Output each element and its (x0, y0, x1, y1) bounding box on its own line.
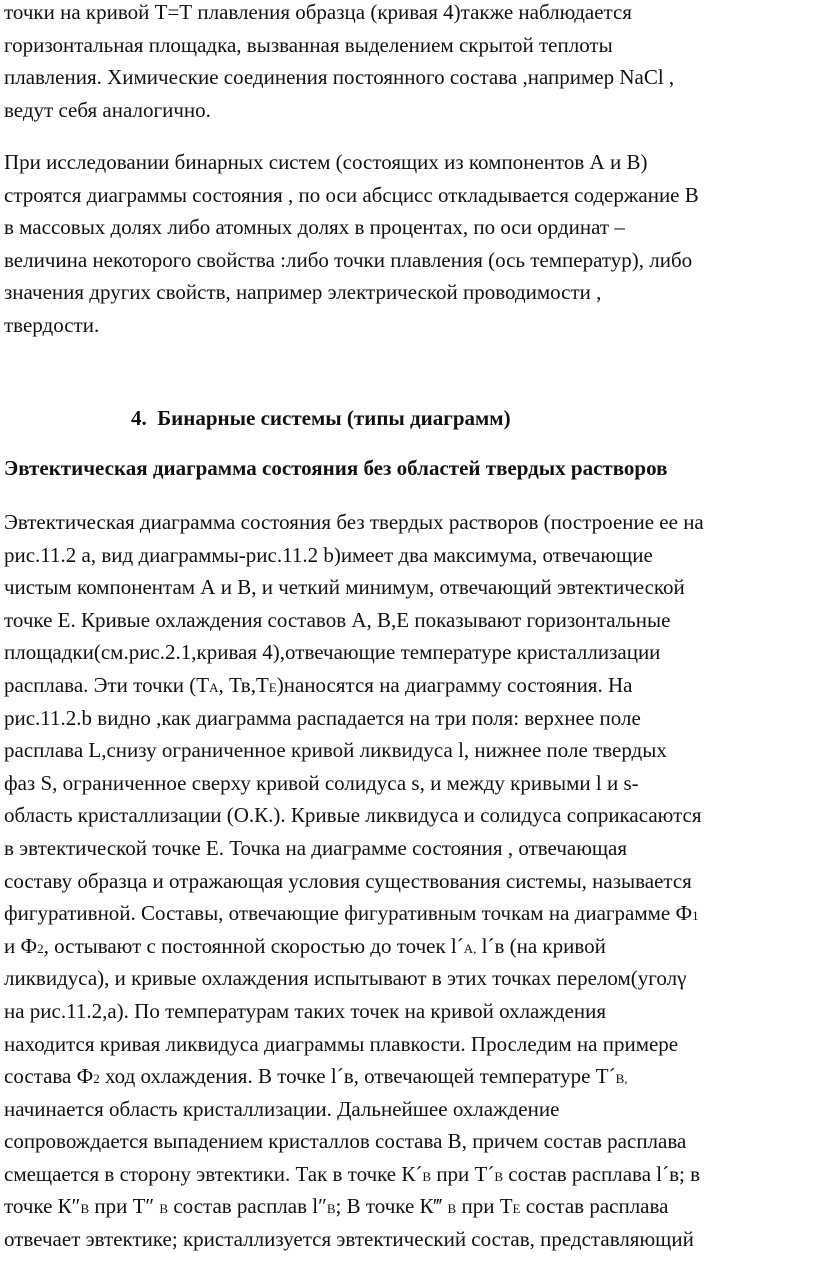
text-line: отвечает эвтектике; кристаллизуется эвтектический состав, представляющий (4, 1227, 694, 1252)
subsection-heading: Эвтектическая диаграмма состояния без областей твердых растворов (4, 456, 668, 480)
text-line: в эвтектической точке Е. Точка на диаграмме состояния , отвечающая (4, 835, 628, 860)
text-line: начинается область кристаллизации. Дальнейшее охлаждение (4, 1096, 560, 1121)
paragraph-eutectic (4, 506, 816, 1256)
text-line: рис.11.2.b видно ,как диаграмма распадается на три поля: верхнее поле (4, 705, 641, 730)
paragraph-intro (4, 0, 816, 126)
text-line: точке Е. Кривые охлаждения составов А, В,Е показывают горизонтальные (4, 607, 671, 632)
section-heading (131, 406, 511, 431)
text-line: находится кривая ликвидуса диаграммы плавкости. Проследим на примере (4, 1031, 679, 1056)
text-line: При исследовании бинарных систем (состоящих из компонентов А и В) (4, 150, 648, 174)
text-line: величина некоторого свойства :либо точки плавления (ось температур), либо (4, 247, 693, 272)
paragraph-binary-systems (4, 146, 816, 342)
text-line: и Ф2, остывают с постоянной скоростью до точек l´А, l´в (на кривой (4, 933, 606, 958)
section-title: Бинарные системы (типы диаграмм) (157, 406, 511, 430)
text-line: чистым компонентам А и В, и четкий минимум, отвечающий эвтектической (4, 575, 685, 600)
text-line: плавления. Химические соединения постоянного состава ,например NaCl , (4, 65, 675, 90)
text-line: расплава. Эти точки (ТА, Тв,ТЕ)наносятся на диаграмму состояния. На (4, 672, 633, 697)
text-line: состава Ф2 ход охлаждения. В точке l´в, отвечающей температуре Т´В, (4, 1064, 628, 1089)
text-line: сопровождается выпадением кристаллов состава В, причем состав расплава (4, 1129, 687, 1154)
text-line: твердости. (4, 312, 100, 337)
text-line: строятся диаграммы состояния , по оси абсцисс откладывается содержание В (4, 182, 699, 207)
text-line: рис.11.2 а, вид диаграммы-рис.11.2 b)имеет два максимума, отвечающие (4, 542, 653, 567)
text-line: горизонтальная площадка, вызванная выделением скрытой теплоты (4, 32, 613, 57)
section-number: 4. (131, 406, 147, 430)
text-line: значения других свойств, например электрической проводимости , (4, 280, 602, 305)
text-line: фигуративной. Составы, отвечающие фигуративным точкам на диаграмме Ф1 (4, 901, 699, 926)
text-line: область кристаллизации (О.К.). Кривые ликвидуса и солидуса соприкасаются (4, 803, 702, 828)
text-line: смещается в сторону эвтектики. Так в точке К´В при Т´В состав расплава l´в; в (4, 1161, 701, 1186)
text-line: на рис.11.2,а). По температурам таких точек на кривой охлаждения (4, 998, 607, 1023)
text-line: составу образца и отражающая условия существования системы, называется (4, 868, 692, 893)
text-line: в массовых долях либо атомных долях в процентах, по оси ординат – (4, 215, 625, 240)
text-line: фаз S, ограниченное сверху кривой солидуса s, и между кривыми l и s- (4, 770, 639, 795)
text-line: расплава L,снизу ограниченное кривой ликвидуса l, нижнее поле твердых (4, 738, 667, 763)
text-line: Эвтектическая диаграмма состояния без твердых растворов (построение ее на (4, 510, 704, 534)
text-line: точке К″В при Т″ В состав расплав l″В; В точке К‴ В при ТЕ состав расплава (4, 1194, 669, 1219)
text-line: ликвидуса), и кривые охлаждения испытывают в этих точках перелом(уголγ (4, 966, 687, 991)
text-line: площадки(см.рис.2.1,кривая 4),отвечающие температуре кристаллизации (4, 640, 661, 665)
text-line: точки на кривой Т=Т плавления образца (кривая 4)также наблюдается (4, 0, 632, 24)
text-line: ведут себя аналогично. (4, 97, 211, 122)
